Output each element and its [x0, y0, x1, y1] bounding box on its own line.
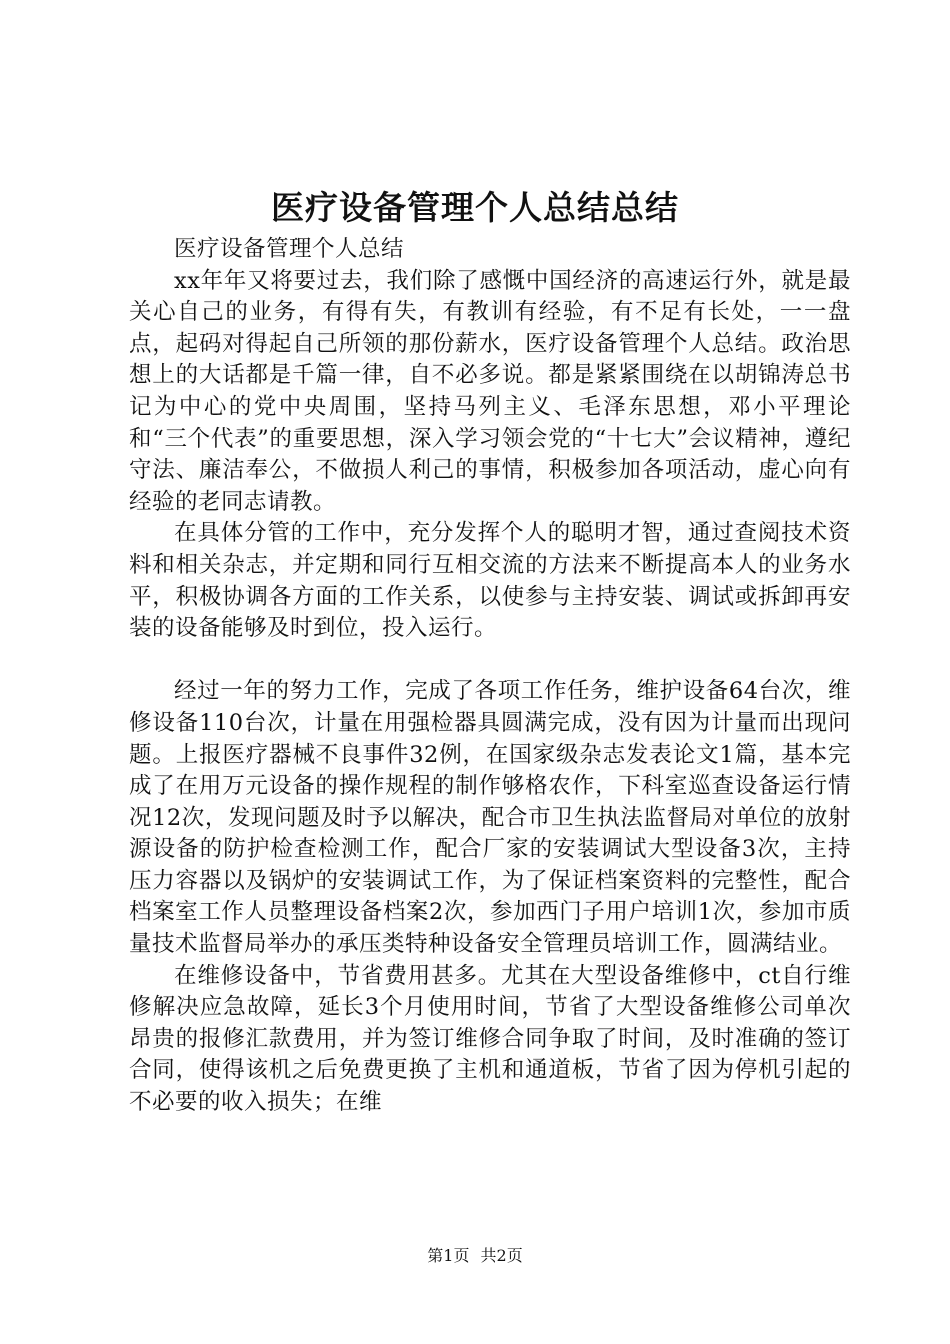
- page-number: 第1页: [427, 1246, 470, 1265]
- document-title: 医疗设备管理个人总结总结: [271, 188, 679, 227]
- paragraph-3: 经过一年的努力工作，完成了各项工作任务，维护设备64台次，维修设备110台次，计量在用强检器具圆满完成，没有因为计量而出现问题。上报医疗器械不良事件32例，在国家级杂志发表论文1篇，基本完成了在用万元设备的操作规程的制作够格农作，下科室巡查设备运行情况12次，发现问题及时予以解决，配合市卫生执法监督局对单位的放射源设备的防护检查检测工作，配合厂家的安装调试大型设备3次，主持压力容器以及锅炉的安装调试工作，为了保证档案资料的完整性，配合档案室工作人员整理设备档案2次，参加西门子用户培训1次，参加市质量技术监督局举办的承压类特种设备安全管理员培训工作，圆满结业。: [129, 678, 851, 958]
- paragraph-1: xx年年又将要过去，我们除了感慨中国经济的高速运行外，就是最关心自己的业务，有得有失，有教训有经验，有不足有长处，一一盘点，起码对得起自己所领的那份薪水，医疗设备管理个人总结。政治思想上的大话都是千篇一律，自不必多说。都是紧紧围绕在以胡锦涛总书记为中心的党中央周围，坚持马列主义、毛泽东思想，邓小平理论和“三个代表”的重要思想，深入学习领会党的“十七大”会议精神，遵纪守法、廉洁奉公，不做损人利己的事情，积极参加各项活动，虚心向有经验的老同志请教。: [129, 267, 851, 515]
- page-total: 共2页: [480, 1246, 523, 1265]
- document-body: [129, 234, 851, 1119]
- paragraph-4: 在维修设备中，节省费用甚多。尤其在大型设备维修中，ct自行维修解决应急故障，延长3个月使用时间，节省了大型设备维修公司单次昂贵的报修汇款费用，并为签订维修合同争取了时间，及时准确的签订合同，使得该机之后免费更换了主机和通道板，节省了因为停机引起的不必要的收入损失；在维: [129, 962, 851, 1116]
- paragraph-subtitle: 医疗设备管理个人总结: [174, 236, 405, 262]
- paragraph-2: 在具体分管的工作中，充分发挥个人的聪明才智，通过查阅技术资料和相关杂志，并定期和同行互相交流的方法来不断提高本人的业务水平，积极协调各方面的工作关系，以使参与主持安装、调试或拆卸再安装的设备能够及时到位，投入运行。: [129, 520, 851, 642]
- page-footer: [0, 1246, 950, 1266]
